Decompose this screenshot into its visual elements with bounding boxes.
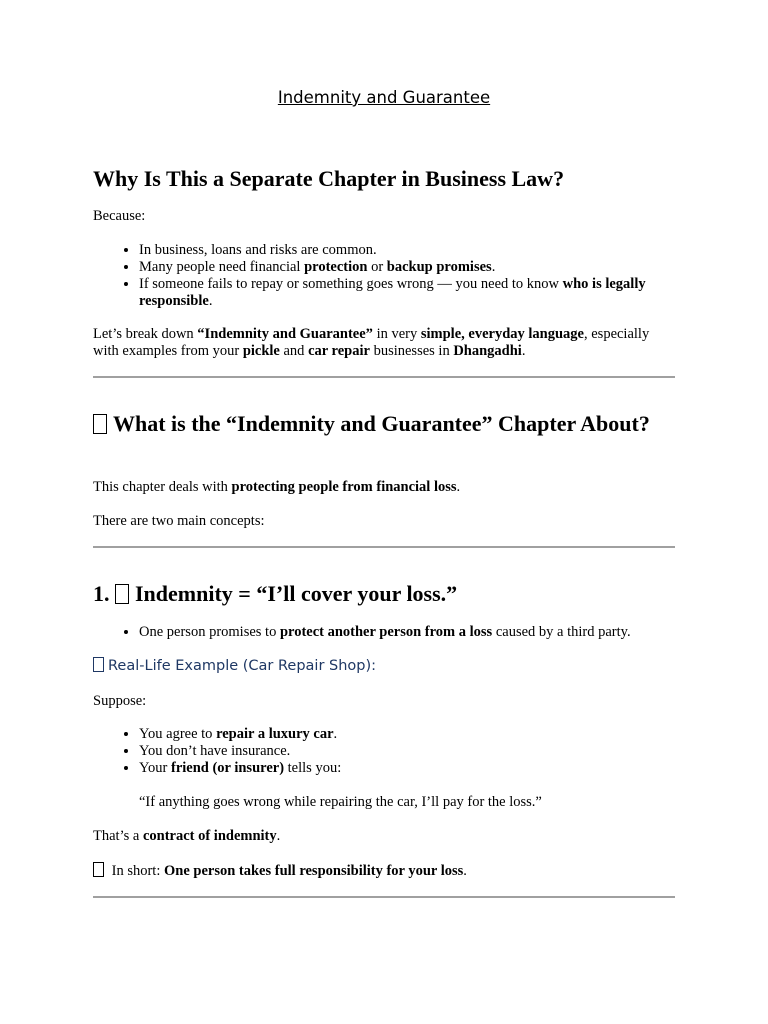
paragraph-text: That’s a bbox=[93, 828, 143, 844]
paragraph-text: . bbox=[463, 863, 467, 879]
example-heading bbox=[93, 657, 675, 675]
paragraph-text: in very bbox=[372, 326, 421, 342]
paragraph-text: and bbox=[279, 343, 309, 359]
emphasis-text: protection bbox=[304, 259, 368, 275]
missing-glyph-icon bbox=[93, 657, 104, 672]
emphasis-text: protecting people from financial loss bbox=[231, 479, 457, 495]
emphasis-text: who is legally responsible bbox=[139, 276, 646, 309]
list-item-text: You don’t have insurance. bbox=[139, 743, 291, 759]
emphasis-text: simple, everyday language bbox=[420, 326, 584, 342]
heading-number: 1. bbox=[93, 581, 110, 606]
chapter-description bbox=[93, 479, 675, 496]
because-text: Because: bbox=[93, 208, 146, 224]
emphasis-text: protect another person from a loss bbox=[279, 624, 493, 640]
horizontal-rule bbox=[93, 896, 675, 898]
example-list bbox=[93, 726, 721, 777]
paragraph-text: . bbox=[276, 828, 281, 844]
paragraph-text: . bbox=[521, 343, 526, 359]
list-item-text: One person promises to bbox=[139, 624, 280, 640]
section-heading-indemnity bbox=[93, 581, 675, 607]
horizontal-rule bbox=[93, 376, 675, 378]
list-item-text: . bbox=[491, 259, 496, 275]
example-heading-text: Real-Life Example (Car Repair Shop): bbox=[108, 658, 377, 674]
list-item bbox=[139, 259, 721, 276]
list-item-text: . bbox=[208, 293, 213, 309]
list-item bbox=[139, 276, 721, 310]
short-summary bbox=[93, 862, 675, 880]
paragraph-text: . bbox=[456, 479, 461, 495]
emphasis-text: contract of indemnity bbox=[142, 828, 277, 844]
paragraph-text: businesses in bbox=[369, 343, 454, 359]
section-heading-about bbox=[93, 411, 675, 437]
friend-quote: “If anything goes wrong while repairing the car, I’ll pay for the loss.” bbox=[139, 794, 542, 810]
emphasis-text: “Indemnity and Guarantee” bbox=[197, 326, 373, 342]
emphasis-text: backup promises bbox=[386, 259, 492, 275]
missing-glyph-icon bbox=[93, 414, 107, 434]
emphasis-text: car repair bbox=[308, 343, 370, 359]
missing-glyph-icon bbox=[115, 584, 129, 604]
heading-text: Indemnity = “I’ll cover your loss.” bbox=[135, 581, 458, 606]
list-item bbox=[139, 624, 721, 641]
emphasis-text: repair a luxury car bbox=[216, 726, 334, 742]
list-item-text: or bbox=[367, 259, 387, 275]
two-concepts-text: There are two main concepts: bbox=[93, 513, 265, 529]
list-item bbox=[139, 726, 721, 743]
section-heading-why: Why Is This a Separate Chapter in Business Law? bbox=[93, 166, 565, 191]
breakdown-paragraph bbox=[93, 326, 675, 360]
list-item bbox=[139, 743, 721, 760]
list-item-text: In business, loans and risks are common. bbox=[139, 242, 377, 258]
emphasis-text: friend (or insurer) bbox=[170, 760, 285, 776]
paragraph-text: This chapter deals with bbox=[93, 479, 232, 495]
horizontal-rule bbox=[93, 546, 675, 548]
missing-glyph-icon bbox=[93, 862, 104, 877]
list-item bbox=[139, 242, 721, 259]
list-item-text: You agree to bbox=[139, 726, 217, 742]
list-item-text: tells you: bbox=[284, 760, 342, 776]
emphasis-text: pickle bbox=[242, 343, 280, 359]
list-item-text: . bbox=[333, 726, 338, 742]
heading-text: What is the “Indemnity and Guarantee” Chapter About? bbox=[113, 411, 650, 436]
list-item-text: caused by a third party. bbox=[492, 624, 631, 640]
contract-statement bbox=[93, 828, 675, 845]
paragraph-text: Let’s break down bbox=[93, 326, 198, 342]
list-item bbox=[139, 760, 721, 777]
emphasis-text: Dhangadhi bbox=[453, 343, 522, 359]
paragraph-text: In short: bbox=[108, 863, 164, 879]
reasons-list bbox=[93, 242, 721, 310]
list-item-text: Many people need financial bbox=[139, 259, 305, 275]
list-item-text: Your bbox=[139, 760, 171, 776]
emphasis-text: One person takes full responsibility for your loss bbox=[163, 863, 464, 879]
document-title: Indemnity and Guarantee bbox=[277, 88, 491, 107]
indemnity-definition-list bbox=[93, 624, 721, 641]
list-item-text: If someone fails to repay or something goes wrong — you need to know bbox=[139, 276, 563, 292]
suppose-text: Suppose: bbox=[93, 693, 147, 709]
paragraph-text: , especially with examples from your bbox=[93, 326, 650, 359]
